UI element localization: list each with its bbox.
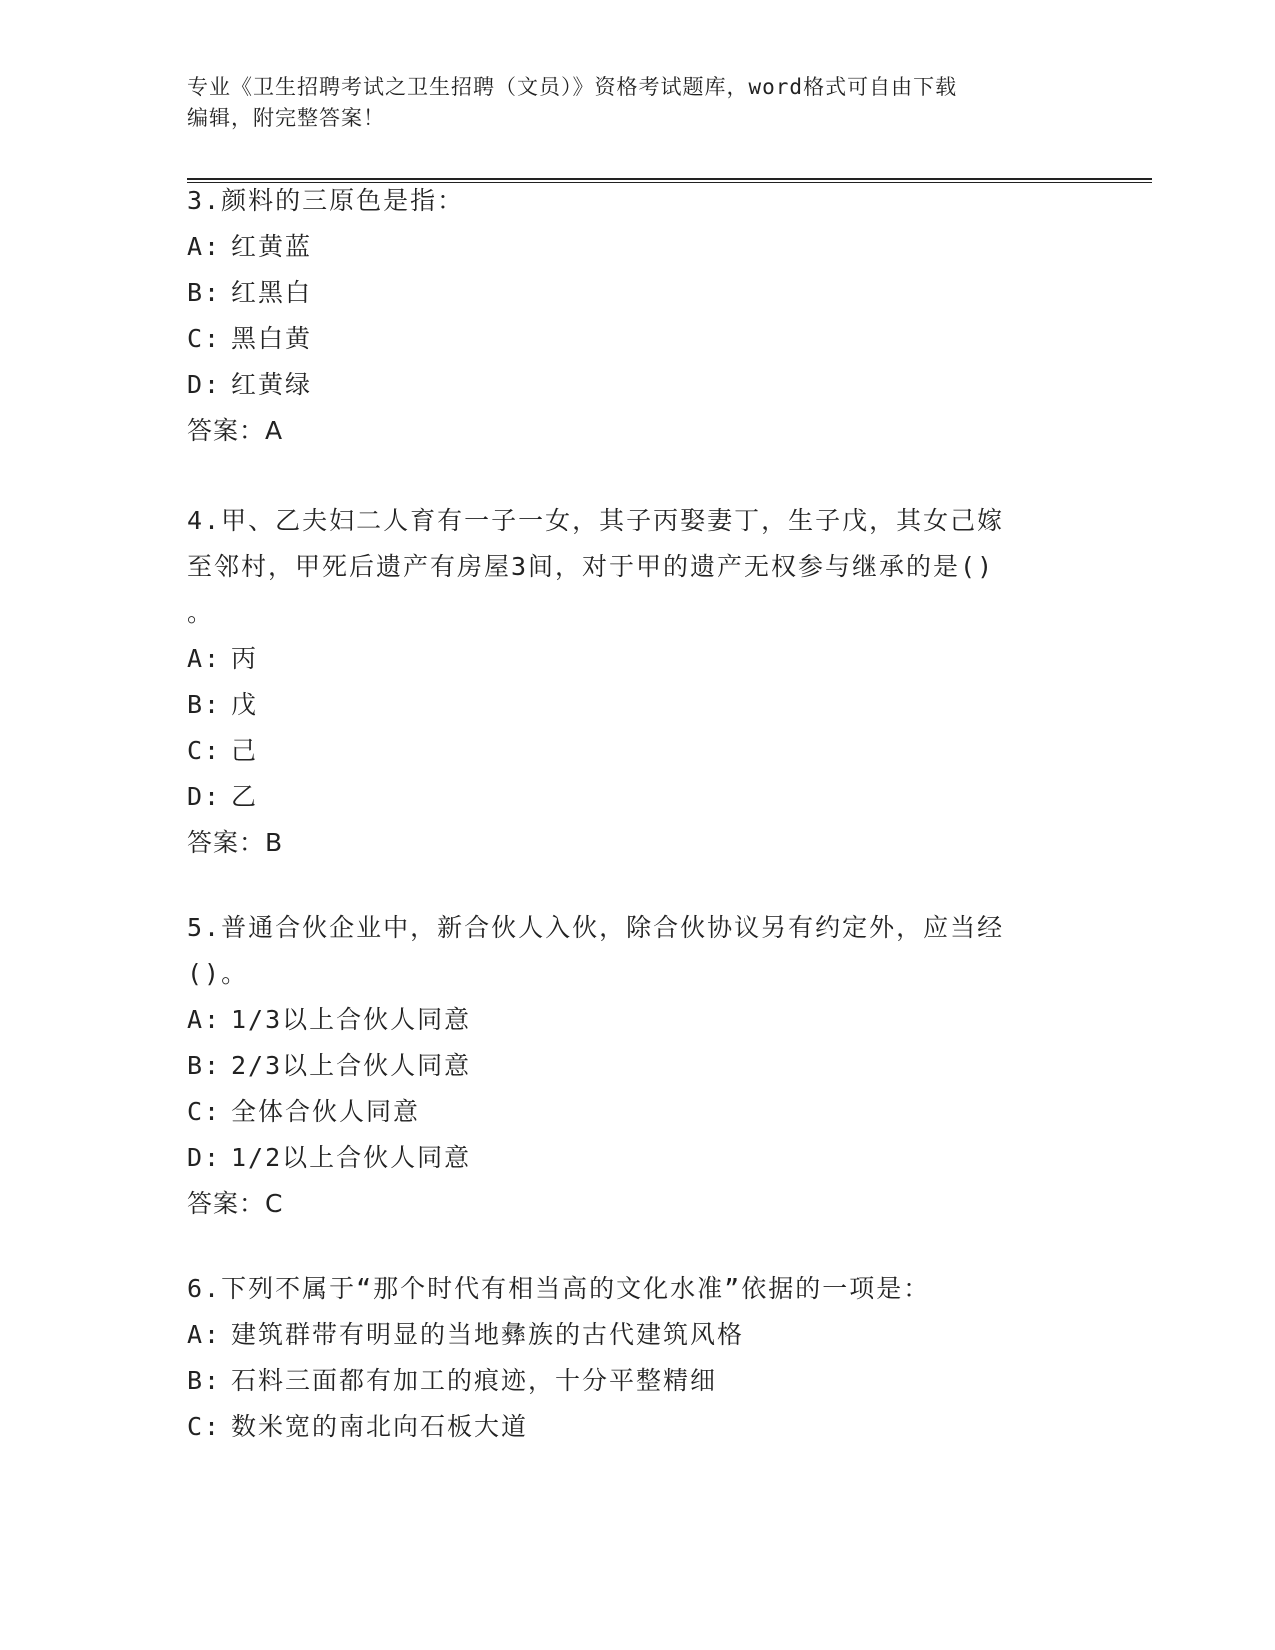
answer-line: 答案：B	[187, 828, 284, 857]
answer-line: 答案：A	[187, 416, 284, 445]
question-stem: 3.颜料的三原色是指：	[187, 186, 465, 215]
question-stem-line-2: ()。	[187, 959, 249, 988]
option-a: A: 1/3以上合伙人同意	[187, 1005, 472, 1034]
header-line-1: 专业《卫生招聘考试之卫生招聘（文员）》资格考试题库，word格式可自由下载	[187, 75, 958, 99]
answer-line: 答案：C	[187, 1189, 284, 1218]
option-a: A: 红黄蓝	[187, 232, 313, 261]
question-stem-line-3: 。	[187, 598, 215, 627]
option-c: C: 己	[187, 736, 259, 765]
option-d: D: 1/2以上合伙人同意	[187, 1143, 472, 1172]
option-a: A: 建筑群带有明显的当地彝族的古代建筑风格	[187, 1320, 745, 1349]
question-6	[187, 1266, 1067, 1450]
option-d: D: 乙	[187, 782, 259, 811]
question-3	[187, 178, 1067, 454]
question-stem-line-2: 至邻村，甲死后遗产有房屋3间，对于甲的遗产无权参与继承的是()	[187, 552, 995, 581]
option-d: D: 红黄绿	[187, 370, 313, 399]
option-c: C: 黑白黄	[187, 324, 313, 353]
question-stem-line-1: 5.普通合伙企业中，新合伙人入伙，除合伙协议另有约定外，应当经	[187, 913, 1005, 942]
question-stem-line-1: 4.甲、乙夫妇二人育有一子一女，其子丙娶妻丁，生子戊，其女己嫁	[187, 506, 1005, 535]
question-stem: 6.下列不属于“那个时代有相当高的文化水准”依据的一项是：	[187, 1274, 931, 1303]
option-c: C: 全体合伙人同意	[187, 1097, 421, 1126]
document-header	[187, 72, 1067, 134]
question-5	[187, 905, 1067, 1227]
option-b: B: 红黑白	[187, 278, 313, 307]
option-b: B: 2/3以上合伙人同意	[187, 1051, 472, 1080]
question-4	[187, 498, 1067, 866]
option-a: A: 丙	[187, 644, 259, 673]
option-b: B: 戊	[187, 690, 259, 719]
header-line-2: 编辑，附完整答案！	[187, 106, 385, 130]
option-b: B: 石料三面都有加工的痕迹，十分平整精细	[187, 1366, 718, 1395]
option-c: C: 数米宽的南北向石板大道	[187, 1412, 529, 1441]
